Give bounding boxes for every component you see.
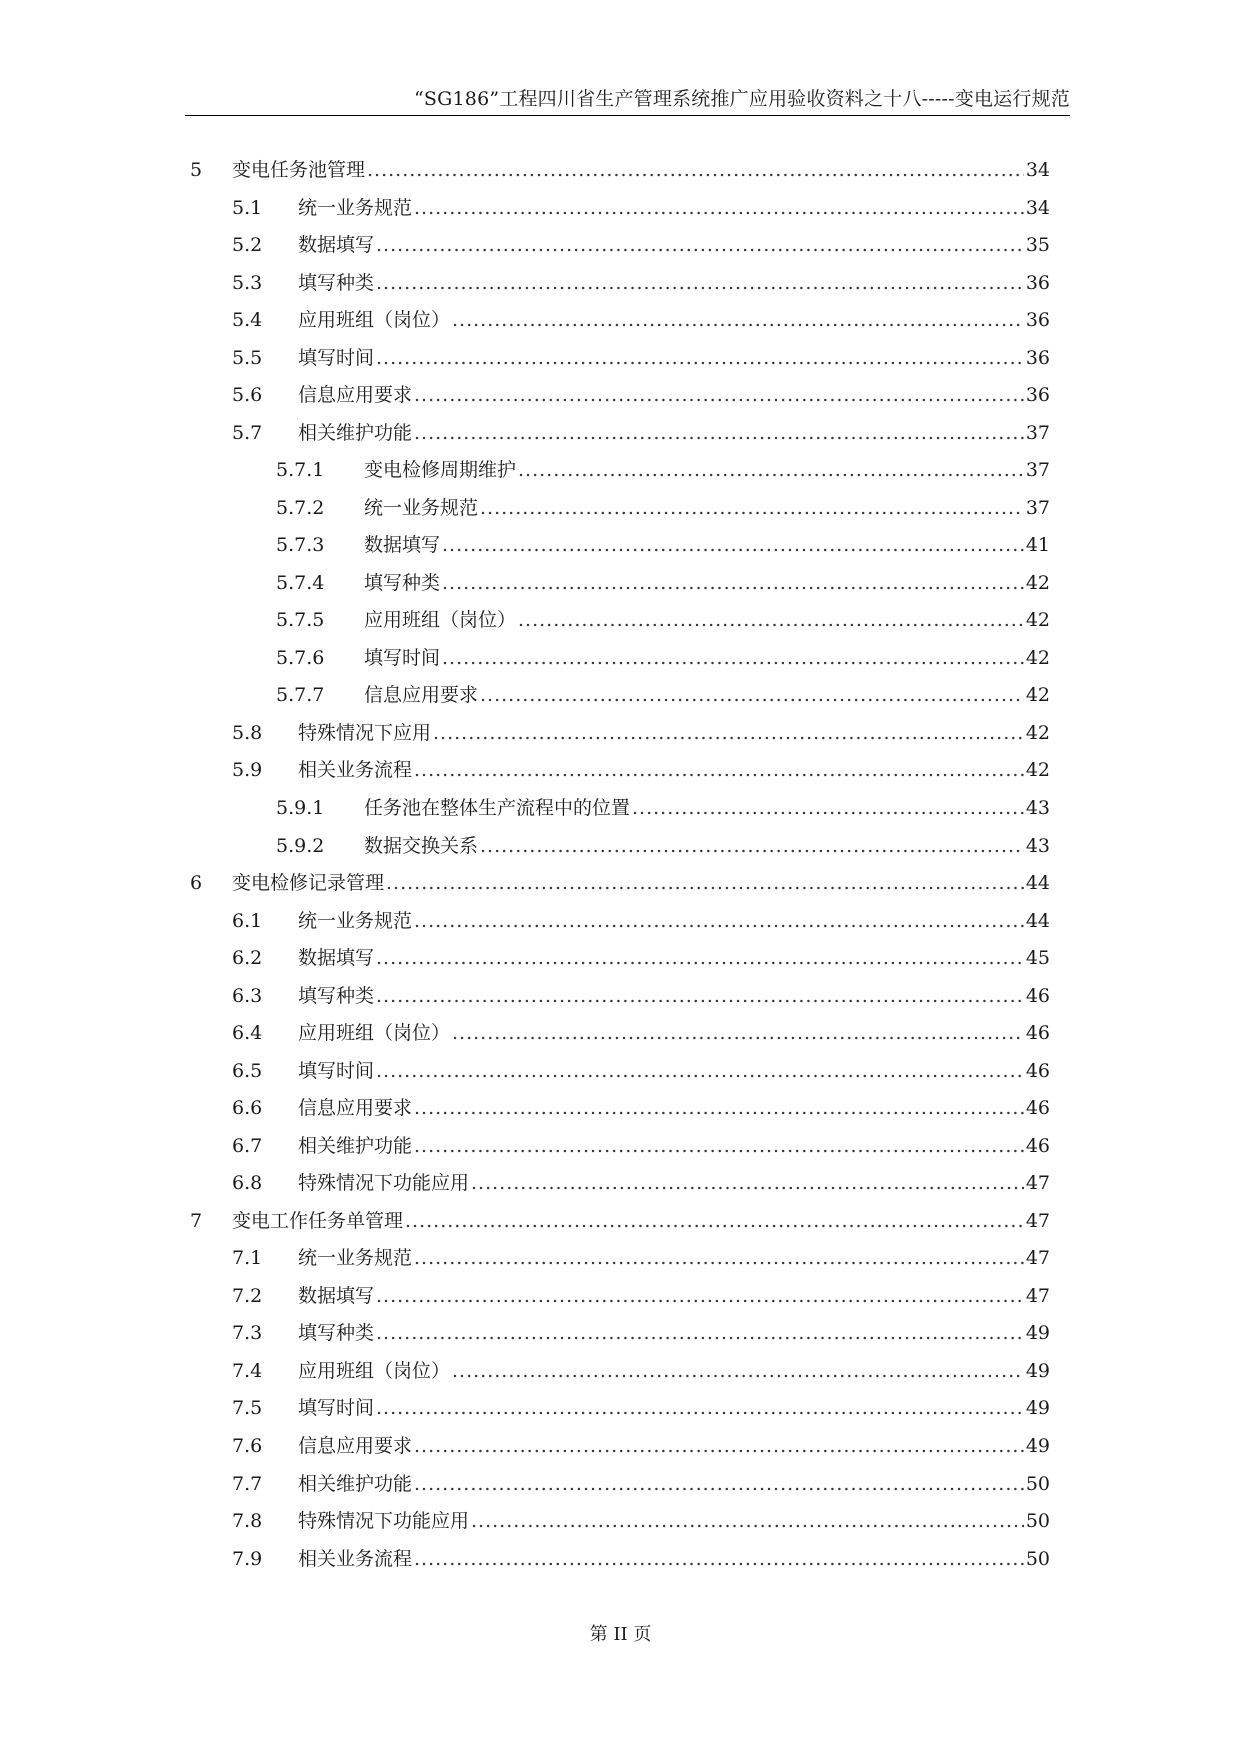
toc-dot-leader [376,343,1024,373]
toc-entry-title: 填写时间 [298,347,375,369]
toc-entry-number: 5.2 [232,234,263,256]
toc-entry-title: 特殊情况下功能应用 [298,1172,470,1194]
toc-entry-title: 相关维护功能 [298,1135,413,1157]
toc-entry-number: 7.4 [232,1360,263,1382]
toc-dot-leader [376,943,1024,973]
toc-entry-page: 42 [1025,647,1050,669]
toc-entry-title: 数据填写 [298,234,375,256]
page-header: “SG186”工程四川省生产管理系统推广应用验收资料之十八-----变电运行规范 [414,88,1070,110]
toc-entry-title: 数据填写 [364,534,441,556]
toc-entry-number: 5.6 [232,384,263,406]
toc-dot-leader [471,1506,1024,1536]
toc-entry-number: 7.2 [232,1285,263,1307]
toc-entry-title: 信息应用要求 [298,1435,413,1457]
toc-entry-number: 5.9.2 [276,835,325,857]
toc-dot-leader [442,530,1024,560]
toc-entry-number: 6.1 [232,910,263,932]
toc-entry-number: 5.5 [232,347,263,369]
toc-entry-title: 统一业务规范 [298,1247,413,1269]
toc-dot-leader [632,793,1024,823]
toc-dot-leader [414,1093,1024,1123]
toc-entry-number: 5.7.4 [276,572,325,594]
toc-entry[interactable] [232,1018,1050,1048]
toc-entry-title: 信息应用要求 [364,684,479,706]
toc-entry-title: 信息应用要求 [298,384,413,406]
toc-entry[interactable] [232,1469,1050,1499]
toc-entry-number: 5.9.1 [276,797,325,819]
toc-entry-number: 7.3 [232,1322,263,1344]
toc-entry-number: 7.6 [232,1435,263,1457]
toc-dot-leader [442,643,1024,673]
toc-dot-leader [471,1168,1024,1198]
toc-entry-number: 5.8 [232,722,263,744]
toc-dot-leader [480,680,1024,710]
toc-entry-page: 49 [1025,1435,1050,1457]
toc-entry-title: 应用班组（岗位） [298,1360,451,1382]
toc-entry-page: 42 [1025,684,1050,706]
toc-entry-number: 5.9 [232,759,263,781]
toc-entry-title: 填写种类 [298,1322,375,1344]
toc-dot-leader [376,981,1024,1011]
toc-entry-page: 37 [1025,422,1050,444]
toc-entry-title: 任务池在整体生产流程中的位置 [364,797,631,819]
toc-entry-number: 7.1 [232,1247,263,1269]
toc-entry[interactable] [232,906,1050,936]
toc-entry-title: 特殊情况下功能应用 [298,1510,470,1532]
toc-entry-page: 42 [1025,759,1050,781]
toc-entry-title: 应用班组（岗位） [298,1022,451,1044]
toc-entry-number: 6 [190,872,203,894]
toc-entry[interactable] [232,1281,1050,1311]
toc-entry-page: 47 [1025,1172,1050,1194]
toc-entry-title: 信息应用要求 [298,1097,413,1119]
toc-entry-page: 43 [1025,835,1050,857]
toc-entry-title: 相关维护功能 [298,1473,413,1495]
toc-entry[interactable] [276,793,1050,823]
toc-entry-title: 变电工作任务单管理 [232,1210,404,1232]
toc-entry[interactable] [232,1168,1050,1198]
toc-entry-number: 5.7.1 [276,459,325,481]
toc-entry[interactable] [190,1206,1050,1236]
toc-dot-leader [480,493,1024,523]
toc-entry-number: 5.7.3 [276,534,325,556]
toc-entry-title: 填写种类 [298,272,375,294]
toc-entry-number: 5 [190,159,203,181]
toc-entry-number: 7.8 [232,1510,263,1532]
toc-entry-title: 数据交换关系 [364,835,479,857]
toc-dot-leader [414,755,1024,785]
toc-entry-number: 5.7.7 [276,684,325,706]
toc-entry-title: 变电检修记录管理 [232,872,385,894]
toc-entry-title: 特殊情况下应用 [298,722,432,744]
toc-entry[interactable] [276,568,1050,598]
toc-entry-number: 7.7 [232,1473,263,1495]
toc-entry[interactable] [232,1318,1050,1348]
toc-entry-page: 34 [1025,197,1050,219]
toc-entry-number: 7 [190,1210,203,1232]
toc-entry-number: 5.7.6 [276,647,325,669]
toc-dot-leader [414,1469,1024,1499]
toc-entry-title: 变电检修周期维护 [364,459,517,481]
toc-entry-page: 41 [1025,534,1050,556]
toc-entry-title: 统一业务规范 [298,197,413,219]
toc-entry-number: 6.5 [232,1060,263,1082]
toc-entry-title: 数据填写 [298,947,375,969]
toc-entry-title: 数据填写 [298,1285,375,1307]
toc-entry-title: 相关业务流程 [298,1548,413,1570]
toc-entry-number: 5.4 [232,309,263,331]
toc-entry-page: 47 [1025,1285,1050,1307]
toc-dot-leader [376,268,1024,298]
toc-dot-leader [414,380,1024,410]
toc-entry[interactable] [232,1506,1050,1536]
toc-entry[interactable] [190,868,1050,898]
toc-entry-page: 47 [1025,1247,1050,1269]
toc-entry-page: 43 [1025,797,1050,819]
toc-entry[interactable] [276,530,1050,560]
toc-entry-page: 49 [1025,1322,1050,1344]
toc-entry-page: 49 [1025,1360,1050,1382]
toc-entry-page: 36 [1025,384,1050,406]
toc-entry[interactable] [232,1243,1050,1273]
toc-entry-page: 46 [1025,1022,1050,1044]
toc-entry-number: 7.5 [232,1397,263,1419]
toc-entry-page: 49 [1025,1397,1050,1419]
toc-entry[interactable] [276,455,1050,485]
header-divider [185,115,1070,116]
toc-dot-leader [452,1356,1024,1386]
toc-dot-leader [376,1281,1024,1311]
toc-entry[interactable] [232,943,1050,973]
toc-entry-page: 45 [1025,947,1050,969]
toc-entry[interactable] [276,643,1050,673]
toc-entry-page: 46 [1025,1060,1050,1082]
toc-entry[interactable] [232,305,1050,335]
toc-entry[interactable] [232,718,1050,748]
toc-entry[interactable] [276,680,1050,710]
toc-entry-page: 36 [1025,309,1050,331]
toc-dot-leader [414,906,1024,936]
toc-dot-leader [376,1056,1024,1086]
toc-entry-title: 填写时间 [364,647,441,669]
toc-dot-leader [452,1018,1024,1048]
toc-entry-title: 填写种类 [364,572,441,594]
toc-entry-page: 36 [1025,347,1050,369]
toc-entry-number: 5.1 [232,197,263,219]
toc-entry-title: 填写时间 [298,1397,375,1419]
toc-entry-title: 统一业务规范 [298,910,413,932]
toc-entry[interactable] [232,1056,1050,1086]
toc-dot-leader [376,1393,1024,1423]
toc-entry-title: 统一业务规范 [364,497,479,519]
toc-entry-page: 50 [1025,1473,1050,1495]
toc-entry[interactable] [232,230,1050,260]
toc-entry-number: 6.4 [232,1022,263,1044]
toc-dot-leader [414,1544,1024,1574]
toc-dot-leader [367,155,1024,185]
page-number: 第 II 页 [589,1624,652,1645]
toc-entry-title: 应用班组（岗位） [298,309,451,331]
toc-dot-leader [452,305,1024,335]
toc-entry-page: 47 [1025,1210,1050,1232]
toc-entry[interactable] [232,380,1050,410]
toc-dot-leader [414,1431,1024,1461]
toc-entry[interactable] [190,155,1050,185]
toc-entry[interactable] [232,755,1050,785]
toc-entry-page: 46 [1025,1097,1050,1119]
toc-entry[interactable] [276,605,1050,635]
toc-entry-page: 42 [1025,722,1050,744]
toc-dot-leader [376,1318,1024,1348]
toc-entry-number: 7.9 [232,1548,263,1570]
toc-entry[interactable] [276,831,1050,861]
toc-entry-page: 37 [1025,459,1050,481]
toc-entry[interactable] [232,1431,1050,1461]
toc-entry-number: 5.7 [232,422,263,444]
toc-entry-page: 42 [1025,572,1050,594]
toc-entry-number: 5.7.2 [276,497,325,519]
toc-entry[interactable] [232,193,1050,223]
toc-entry-page: 42 [1025,609,1050,631]
toc-dot-leader [414,418,1024,448]
toc-entry-page: 44 [1025,910,1050,932]
toc-entry[interactable] [232,343,1050,373]
toc-entry-page: 50 [1025,1548,1050,1570]
toc-entry-title: 相关维护功能 [298,422,413,444]
toc-entry[interactable] [232,418,1050,448]
toc-entry-page: 50 [1025,1510,1050,1532]
toc-entry-number: 6.2 [232,947,263,969]
toc-dot-leader [518,605,1024,635]
toc-dot-leader [442,568,1024,598]
toc-entry[interactable] [232,981,1050,1011]
toc-entry-number: 5.7.5 [276,609,325,631]
toc-entry[interactable] [276,493,1050,523]
toc-entry[interactable] [232,1131,1050,1161]
toc-entry-page: 44 [1025,872,1050,894]
toc-entry-title: 应用班组（岗位） [364,609,517,631]
toc-dot-leader [414,1131,1024,1161]
toc-entry-page: 34 [1025,159,1050,181]
toc-entry[interactable] [232,1393,1050,1423]
toc-entry-page: 37 [1025,497,1050,519]
toc-dot-leader [414,1243,1024,1273]
toc-dot-leader [480,831,1024,861]
toc-entry-number: 5.3 [232,272,263,294]
toc-dot-leader [386,868,1024,898]
toc-entry-number: 6.6 [232,1097,263,1119]
toc-entry[interactable] [232,1093,1050,1123]
toc-entry-title: 相关业务流程 [298,759,413,781]
toc-entry[interactable] [232,1544,1050,1574]
toc-entry-number: 6.3 [232,985,263,1007]
toc-entry-page: 36 [1025,272,1050,294]
toc-entry-title: 填写种类 [298,985,375,1007]
toc-entry-page: 46 [1025,1135,1050,1157]
toc-dot-leader [376,230,1024,260]
toc-dot-leader [414,193,1024,223]
toc-entry[interactable] [232,1356,1050,1386]
toc-dot-leader [405,1206,1024,1236]
toc-entry-number: 6.8 [232,1172,263,1194]
toc-entry-page: 46 [1025,985,1050,1007]
toc-dot-leader [433,718,1024,748]
toc-entry-title: 变电任务池管理 [232,159,366,181]
toc-entry-number: 6.7 [232,1135,263,1157]
toc-entry-title: 填写时间 [298,1060,375,1082]
toc-dot-leader [518,455,1024,485]
toc-entry[interactable] [232,268,1050,298]
toc-entry-page: 35 [1025,234,1050,256]
